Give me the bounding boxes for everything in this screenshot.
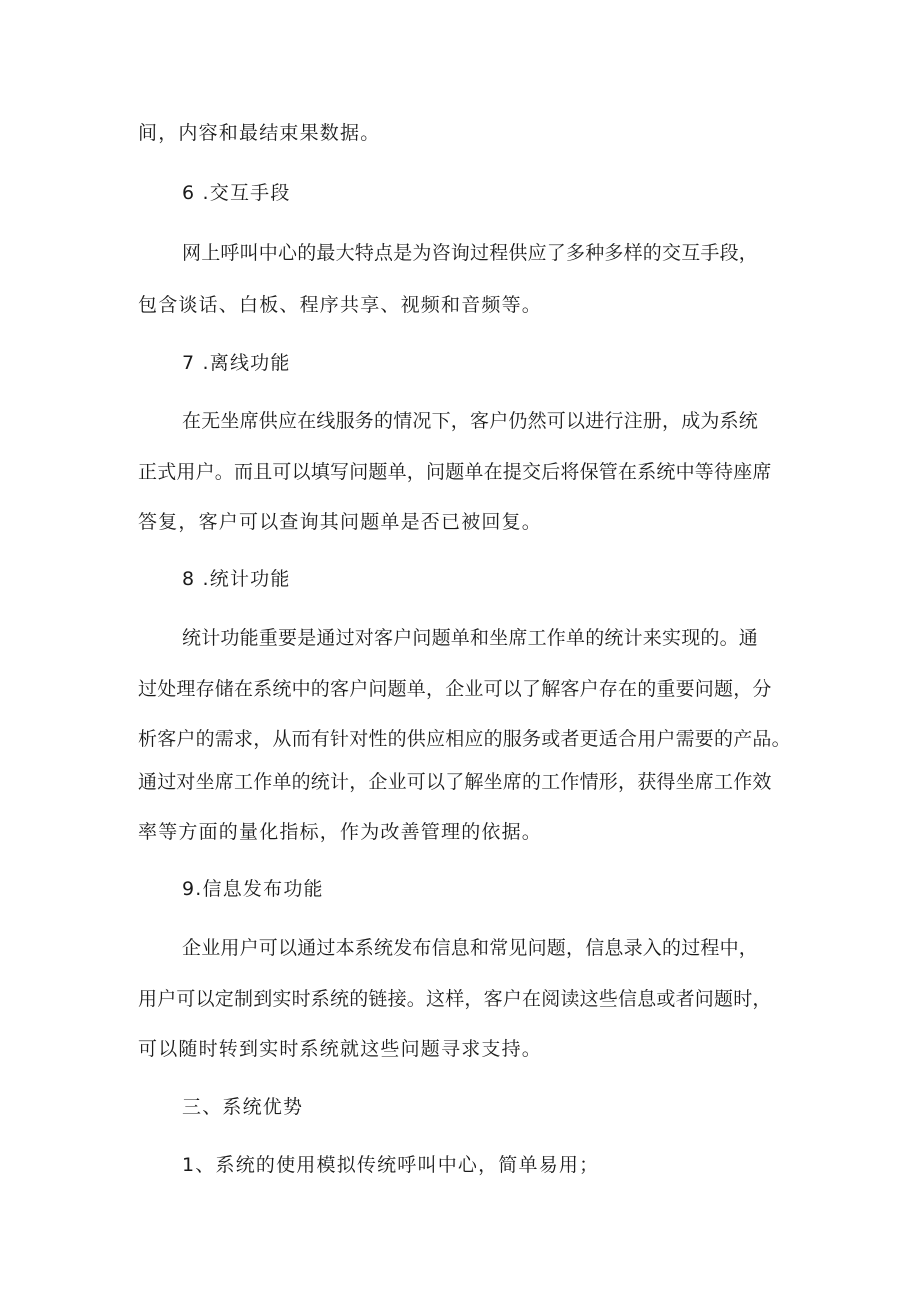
paragraph-line: 用户可以定制到实时系统的链接。这样，客户在阅读这些信息或者问题时， xyxy=(138,988,772,1010)
paragraph-line: 可以随时转到实时系统就这些问题寻求支持。 xyxy=(138,1038,543,1060)
paragraph-line: 企业用户可以通过本系统发布信息和常见问题，信息录入的过程中， xyxy=(182,937,759,959)
section-heading-advantages: 三、系统优势 xyxy=(182,1096,304,1118)
paragraph-line: 统计功能重要是通过对客户问题单和坐席工作单的统计来实现的。通 xyxy=(182,627,759,649)
paragraph-line: 析客户的需求，从而有针对性的供应相应的服务或者更适合用户需要的产品。 xyxy=(138,728,791,750)
paragraph-line: 网上呼叫中心的最大特点是为咨询过程供应了多种多样的交互手段， xyxy=(182,242,759,264)
paragraph-line: 间，内容和最结束果数据。 xyxy=(138,122,381,144)
section-heading-publishing: 9.信息发布功能 xyxy=(182,878,324,900)
section-heading-statistics: 8 .统计功能 xyxy=(182,568,291,590)
section-heading-interaction: 6 .交互手段 xyxy=(182,182,291,204)
paragraph-line: 过处理存储在系统中的客户问题单，企业可以了解客户存在的重要问题，分 xyxy=(138,678,772,700)
paragraph-line: 在无坐席供应在线服务的情况下，客户仍然可以进行注册，成为系统 xyxy=(182,410,759,432)
paragraph-line: 答复，客户可以查询其问题单是否已被回复。 xyxy=(138,511,543,533)
paragraph-line: 包含谈话、白板、程序共享、视频和音频等。 xyxy=(138,294,543,316)
paragraph-line: 正式用户。而且可以填写问题单，问题单在提交后将保管在系统中等待座席 xyxy=(138,461,772,483)
paragraph-line: 通过对坐席工作单的统计，企业可以了解坐席的工作情形，获得坐席工作效 xyxy=(138,771,772,793)
section-heading-offline: 7 .离线功能 xyxy=(182,352,291,374)
paragraph-line: 率等方面的量化指标，作为改善管理的依据。 xyxy=(138,821,543,843)
list-item: 1、系统的使用模拟传统呼叫中心，简单易用； xyxy=(182,1154,600,1176)
